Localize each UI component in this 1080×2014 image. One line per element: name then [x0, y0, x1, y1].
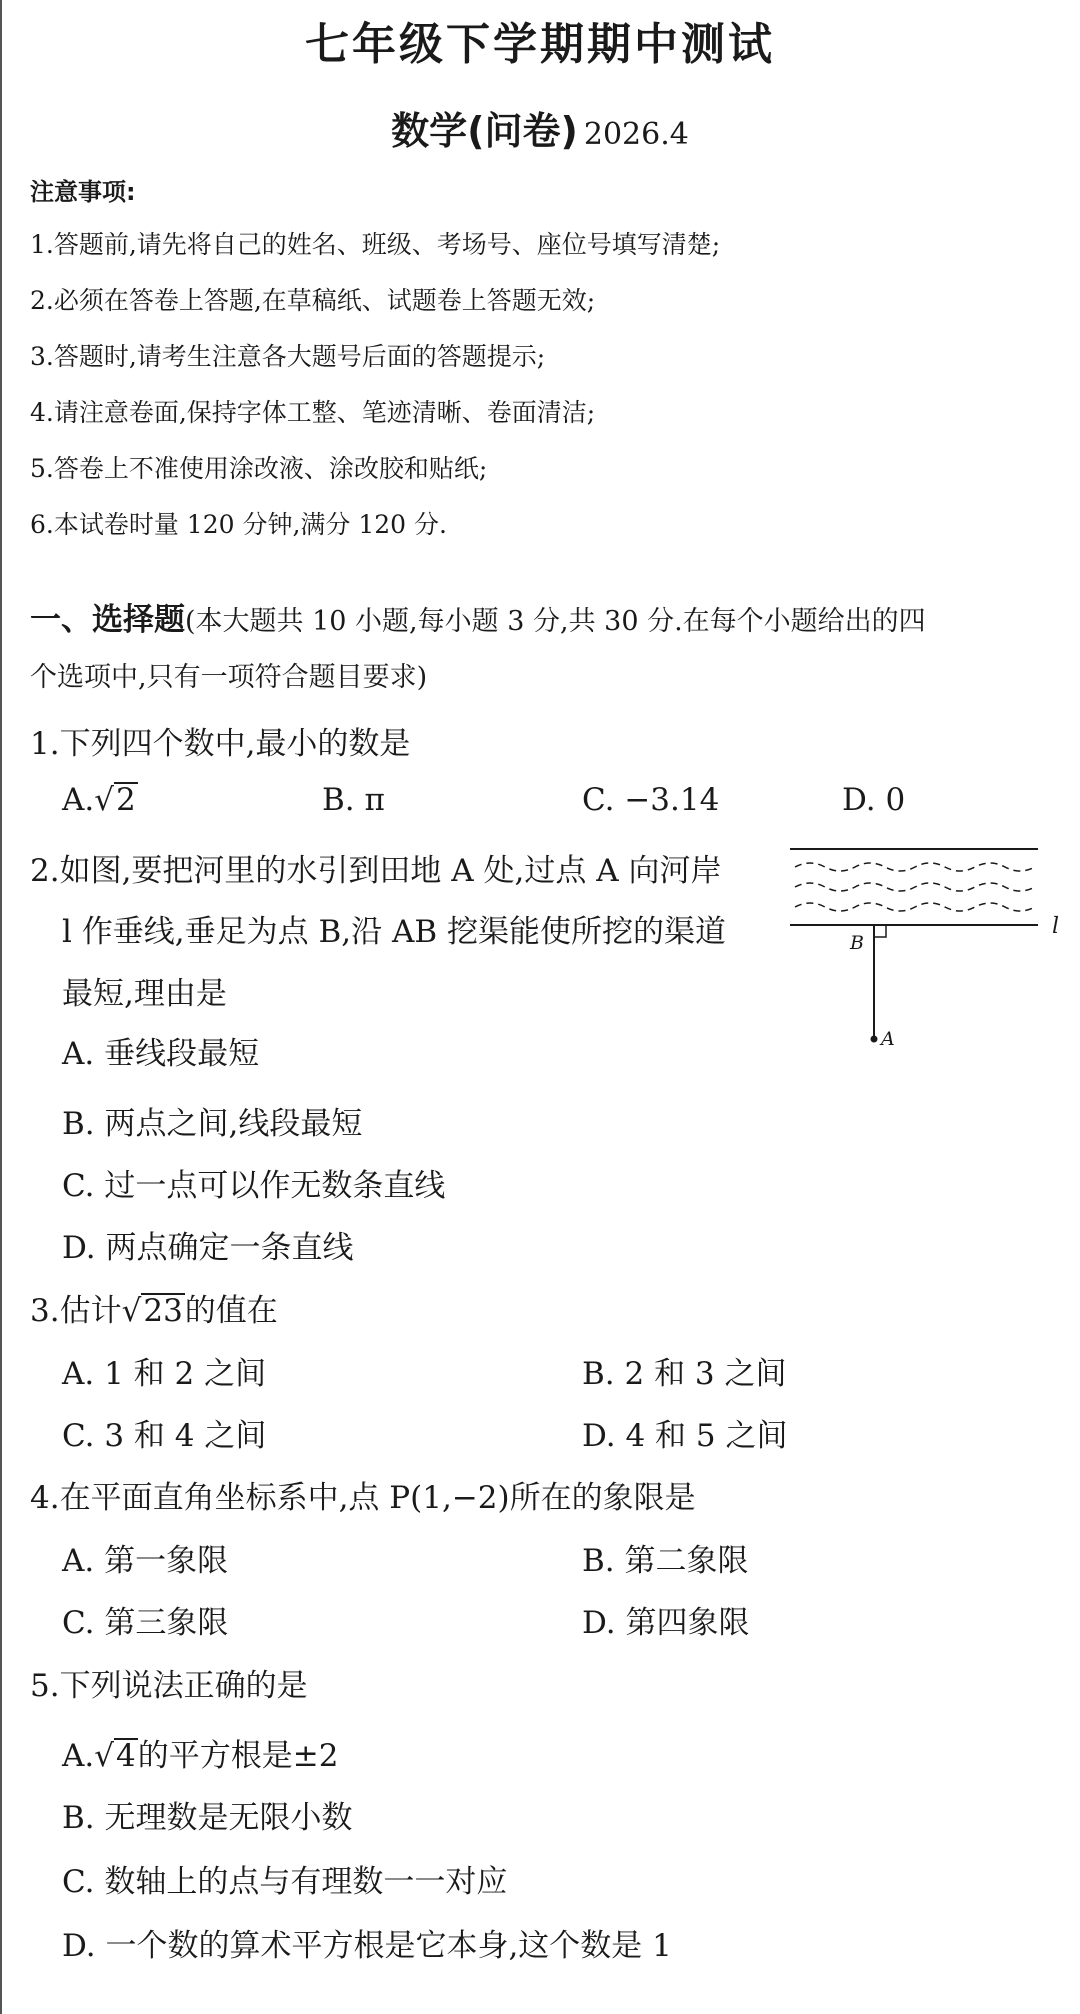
q4-option-c: C. 第三象限: [62, 1605, 229, 1641]
exam-date: 2026.4: [583, 117, 689, 152]
sqrt-symbol: √23: [121, 1293, 183, 1329]
exam-subtitle: [0, 100, 1080, 155]
section-heading: [30, 594, 926, 639]
point-a: [871, 1036, 878, 1043]
notice-item: 6.本试卷时量 120 分钟,满分 120 分.: [30, 510, 447, 539]
q5-option-a-label: A.: [62, 1738, 95, 1774]
q3-option-a: A. 1 和 2 之间: [62, 1356, 267, 1392]
q1-option-c: C. −3.14: [582, 782, 720, 818]
q5-option-a-text: 的平方根是±2: [137, 1738, 339, 1774]
q5-option-a: [62, 1730, 338, 1775]
label-l: l: [1052, 914, 1060, 939]
q4-stem: 4.在平面直角坐标系中,点 P(1,−2)所在的象限是: [30, 1480, 696, 1516]
notice-item: 2.必须在答卷上答题,在草稿纸、试题卷上答题无效;: [30, 286, 596, 315]
section-description-cont: 个选项中,只有一项符合题目要求): [30, 662, 428, 693]
notice-item: 1.答题前,请先将自己的姓名、班级、考场号、座位号填写清楚;: [30, 230, 721, 259]
sqrt-symbol: √4: [94, 1738, 136, 1774]
page-left-border: [0, 0, 2, 2014]
section-description: (本大题共 10 小题,每小题 3 分,共 30 分.在每个小题给出的四: [185, 606, 926, 637]
q1-option-b: B. π: [322, 782, 385, 818]
q1-stem: 1.下列四个数中,最小的数是: [30, 726, 411, 762]
notice-heading: 注意事项:: [30, 178, 136, 206]
q2-stem-line1: 2.如图,要把河里的水引到田地 A 处,过点 A 向河岸: [30, 853, 722, 889]
label-b: B: [850, 932, 864, 954]
q2-option-b: B. 两点之间,线段最短: [62, 1106, 363, 1142]
q4-option-a: A. 第一象限: [62, 1543, 229, 1579]
q2-stem-line2: l 作垂线,垂足为点 B,沿 AB 挖渠能使所挖的渠道: [62, 914, 726, 950]
notice-item: 5.答卷上不准使用涂改液、涂改胶和贴纸;: [30, 454, 488, 483]
q3-option-d: D. 4 和 5 之间: [582, 1418, 788, 1454]
q5-option-b: B. 无理数是无限小数: [62, 1800, 353, 1836]
radicand: 2: [116, 782, 136, 818]
notice-item: 3.答题时,请考生注意各大题号后面的答题提示;: [30, 342, 546, 371]
right-angle-mark: [874, 925, 886, 937]
water-wave: [795, 863, 1035, 871]
label-a: A: [881, 1028, 895, 1045]
exam-title: 七年级下学期期中测试: [305, 19, 775, 70]
water-wave: [795, 903, 1035, 911]
q3-stem-post: 的值在: [184, 1293, 278, 1329]
radicand: 4: [116, 1738, 136, 1774]
notice-item: 4.请注意卷面,保持字体工整、笔迹清晰、卷面清洁;: [30, 398, 596, 427]
q5-option-d: D. 一个数的算术平方根是它本身,这个数是 1: [62, 1928, 672, 1964]
q5-option-c: C. 数轴上的点与有理数一一对应: [62, 1864, 508, 1900]
q3-stem: [30, 1285, 278, 1330]
q1-option-a: [62, 782, 138, 818]
subject-label: 数学(问卷): [391, 109, 578, 153]
river-diagram: [790, 845, 1060, 1045]
sqrt-symbol: √2: [94, 782, 136, 818]
q2-option-d: D. 两点确定一条直线: [62, 1230, 354, 1266]
q4-option-d: D. 第四象限: [582, 1605, 750, 1641]
q4-option-b: B. 第二象限: [582, 1543, 749, 1579]
q1-option-d: D. 0: [842, 782, 906, 818]
q1-option-a-label: A.: [62, 782, 95, 818]
q2-option-c: C. 过一点可以作无数条直线: [62, 1168, 446, 1204]
q2-option-a: A. 垂线段最短: [62, 1036, 260, 1072]
radicand: 23: [143, 1293, 183, 1329]
q5-stem: 5.下列说法正确的是: [30, 1668, 308, 1704]
q3-stem-pre: 3.估计: [30, 1293, 122, 1329]
q2-stem-line3: 最短,理由是: [62, 976, 227, 1012]
q3-option-c: C. 3 和 4 之间: [62, 1418, 267, 1454]
water-wave: [795, 883, 1035, 891]
q3-option-b: B. 2 和 3 之间: [582, 1356, 787, 1392]
section-title: 一、选择题: [30, 602, 185, 638]
